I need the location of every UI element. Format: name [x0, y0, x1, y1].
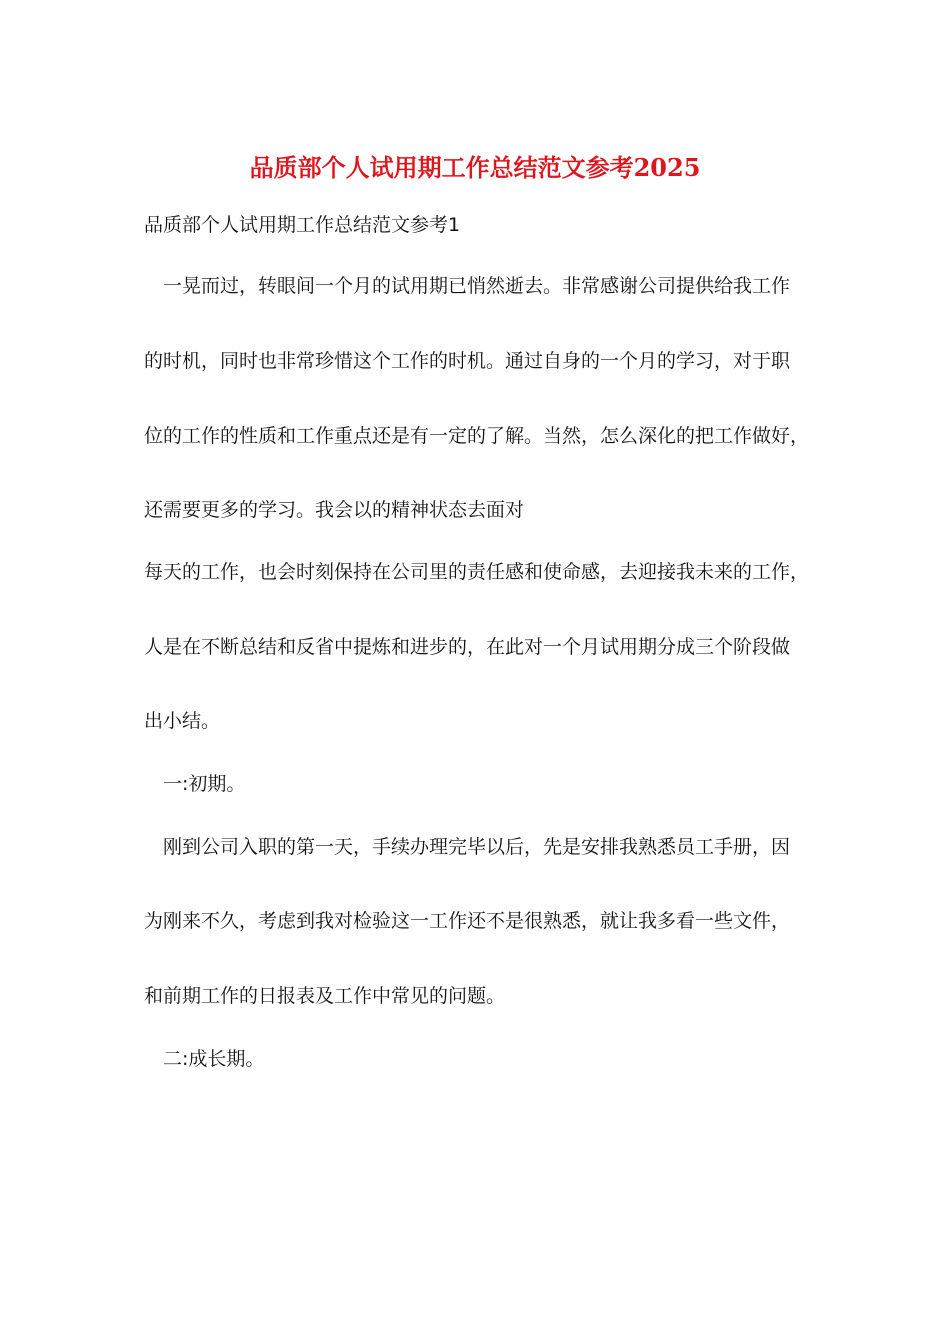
section-heading: 一:初期。 — [163, 773, 246, 795]
paragraph-line: 刚到公司入职的第一天，手续办理完毕以后，先是安排我熟悉员工手册，因 — [163, 836, 791, 858]
section-heading: 二:成长期。 — [163, 1048, 265, 1070]
paragraph-line: 的时机，同时也非常珍惜这个工作的时机。通过自身的一个月的学习，对于职 — [144, 350, 791, 372]
paragraph-line: 一晃而过，转眼间一个月的试用期已悄然逝去。非常感谢公司提供给我工作 — [163, 275, 791, 297]
paragraph-line: 每天的工作，也会时刻保持在公司里的责任感和使命感，去迎接我未来的工作， — [144, 561, 810, 583]
paragraph-line: 和前期工作的日报表及工作中常见的问题。 — [144, 985, 506, 1007]
document-title: 品质部个人试用期工作总结范文参考2025 — [249, 153, 701, 182]
paragraph-line: 位的工作的性质和工作重点还是有一定的了解。当然，怎么深化的把工作做好， — [144, 425, 810, 447]
document-subtitle: 品质部个人试用期工作总结范文参考1 — [144, 214, 461, 236]
paragraph-line: 出小结。 — [144, 710, 221, 732]
paragraph-line: 为刚来不久，考虑到我对检验这一工作还不是很熟悉，就让我多看一些文件， — [144, 910, 791, 932]
paragraph-line: 还需要更多的学习。我会以的精神状态去面对 — [144, 499, 525, 521]
paragraph-line: 人是在不断总结和反省中提炼和进步的，在此对一个月试用期分成三个阶段做 — [144, 636, 791, 658]
